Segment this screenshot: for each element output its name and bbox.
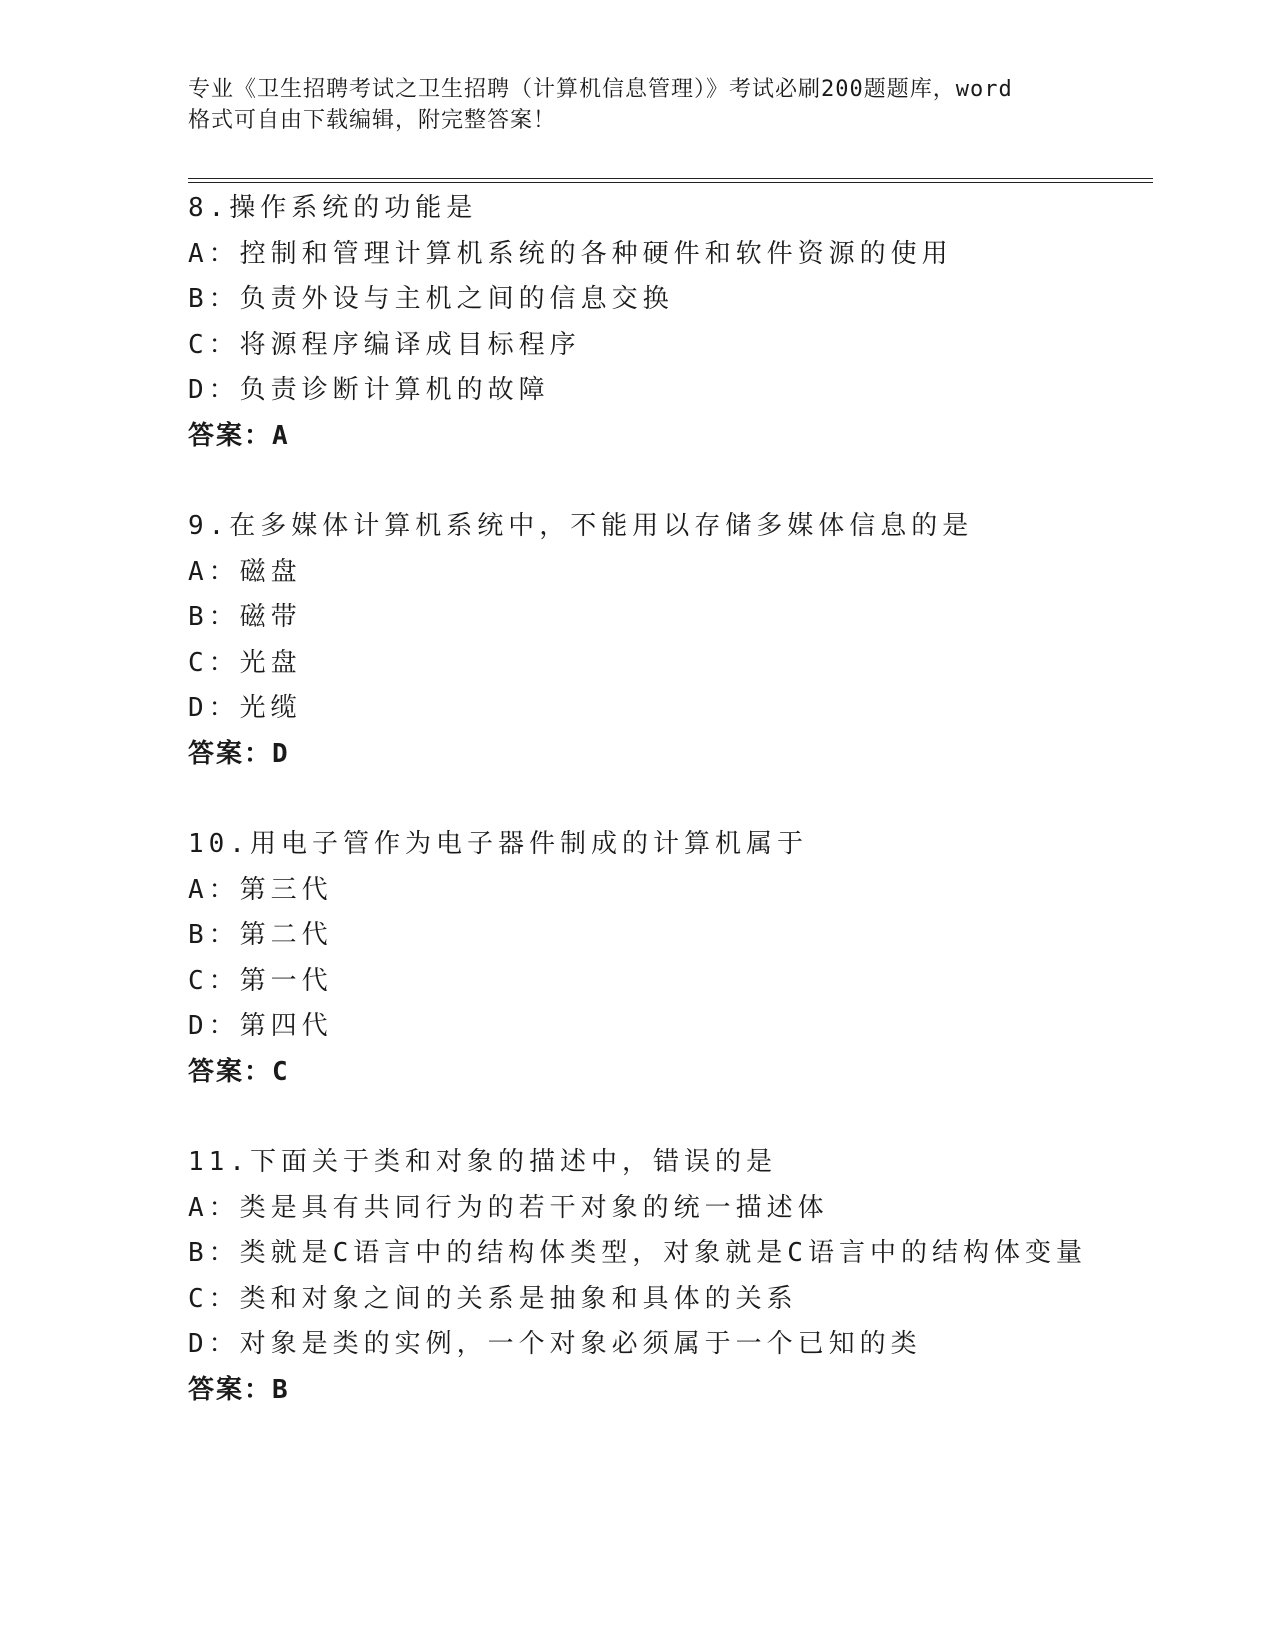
option-d: D：负责诊断计算机的故障: [188, 375, 550, 405]
option-d: D：第四代: [188, 1011, 333, 1041]
question-stem: 11.下面关于类和对象的描述中，错误的是: [188, 1147, 777, 1177]
option-d: D：对象是类的实例，一个对象必须属于一个已知的类: [188, 1329, 922, 1359]
header-line-2: 格式可自由下载编辑，附完整答案！: [188, 108, 557, 133]
option-b: B：负责外设与主机之间的信息交换: [188, 284, 674, 314]
header-rule-bottom: [188, 182, 1153, 183]
question-8: [188, 186, 1188, 459]
answer: 答案：B: [188, 1374, 290, 1405]
header-line-1: 专业《卫生招聘考试之卫生招聘（计算机信息管理）》考试必刷200题题库，word: [188, 77, 1013, 102]
answer: 答案：D: [188, 738, 290, 769]
option-b: B：磁带: [188, 602, 302, 632]
option-c: C：第一代: [188, 965, 333, 996]
option-b: B：第二代: [188, 920, 333, 950]
question-10: [188, 822, 1188, 1095]
option-c: C：将源程序编译成目标程序: [188, 329, 581, 360]
answer: 答案：C: [188, 1056, 290, 1087]
option-c: C：类和对象之间的关系是抽象和具体的关系: [188, 1283, 798, 1314]
question-11: [188, 1140, 1188, 1413]
question-stem: 10.用电子管作为电子器件制成的计算机属于: [188, 829, 808, 859]
answer: 答案：A: [188, 420, 290, 451]
document-header: [188, 74, 1108, 136]
header-rule-top: [188, 178, 1153, 179]
option-d: D：光缆: [188, 693, 302, 723]
option-a: A：第三代: [188, 874, 333, 905]
option-a: A：控制和管理计算机系统的各种硬件和软件资源的使用: [188, 238, 953, 269]
option-b: B：类就是C语言中的结构体类型，对象就是C语言中的结构体变量: [188, 1238, 1087, 1268]
option-a: A：磁盘: [188, 556, 302, 587]
option-c: C：光盘: [188, 647, 302, 678]
question-9: [188, 504, 1188, 777]
question-stem: 9.在多媒体计算机系统中，不能用以存储多媒体信息的是: [188, 511, 974, 541]
option-a: A：类是具有共同行为的若干对象的统一描述体: [188, 1192, 829, 1223]
question-stem: 8.操作系统的功能是: [188, 193, 478, 223]
